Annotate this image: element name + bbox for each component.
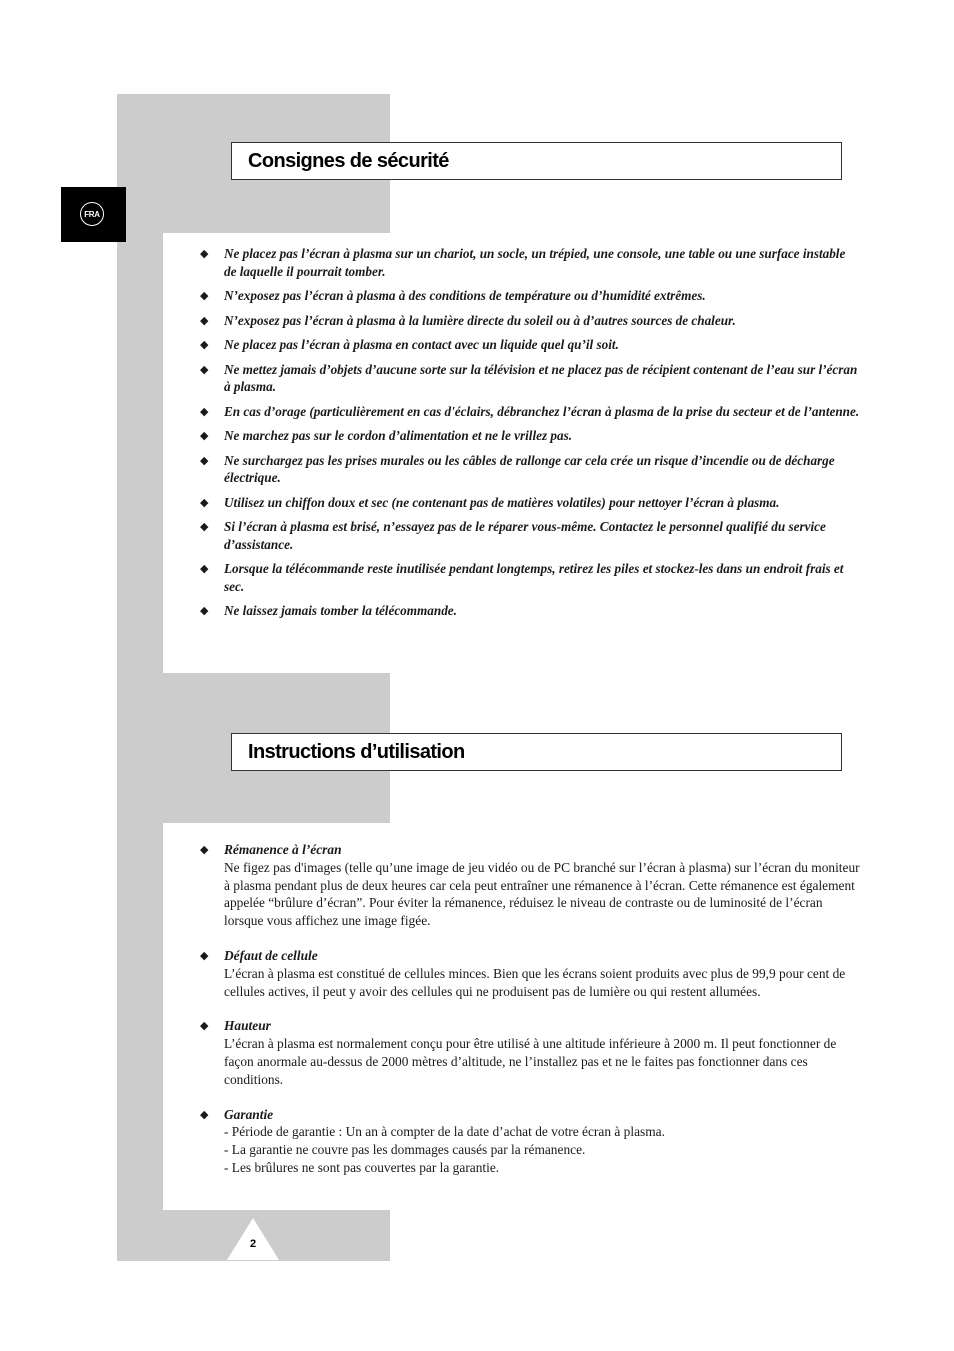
list-item-text: Ne figez pas d'images (telle qu’une image de jeu vidéo ou de PC branché sur l’écran à plasma) sur l’écran du moniteur à plasma pendant plus de deux heures car cela peut entraîner une rémanence à l’écran. Cette rémanence est également appelée “brûlure d’écran”. Pour éviter la rémanence, réduisez le niveau de contraste ou de luminosité de l’écran lorsque vous affichez une image figée. (224, 859, 860, 929)
diamond-bullet-icon: ◆ (200, 948, 209, 962)
list-item (200, 287, 860, 305)
list-item (200, 427, 860, 445)
warranty-line: - La garantie ne couvre pas les dommages causés par la rémanence. (224, 1142, 586, 1158)
list-item-text: N’exposez pas l’écran à plasma à des conditions de température ou d’humidité extrêmes. (224, 288, 706, 303)
list-item-text: Si l’écran à plasma est brisé, n’essayez pas de le réparer vous-même. Contactez le personnel qualifié du service d’assistance. (224, 519, 826, 552)
diamond-bullet-icon: ◆ (200, 495, 209, 509)
list-item (200, 403, 860, 421)
diamond-bullet-icon: ◆ (200, 404, 209, 418)
diamond-bullet-icon: ◆ (200, 313, 209, 327)
page-number-marker (227, 1218, 279, 1260)
list-item (200, 494, 860, 512)
diamond-bullet-icon: ◆ (200, 247, 209, 260)
list-item (200, 1017, 860, 1088)
list-item-title: Garantie (224, 1106, 274, 1122)
list-item-text: Utilisez un chiffon doux et sec (ne contenant pas de matières volatiles) pour nettoyer l’écran à plasma. (224, 494, 780, 510)
list-item-text: Ne laissez jamais tomber la télécommande. (224, 603, 457, 618)
list-item (200, 361, 860, 396)
list-item-text: En cas d’orage (particulièrement en cas d'éclairs, débranchez l’écran à plasma de la prise du secteur et de l’antenne. (224, 403, 860, 419)
list-item (200, 602, 860, 620)
safety-section-title: Consignes de sécurité (231, 142, 842, 180)
list-item-title: Défaut de cellule (224, 947, 318, 963)
list-item-title: Rémanence à l’écran (224, 842, 342, 857)
list-item-text: Ne placez pas l’écran à plasma sur un chariot, un socle, un trépied, une console, une table ou une surface instable de laquelle il pourrait tomber. (224, 246, 846, 279)
list-item (200, 336, 860, 354)
list-item-text: Ne mettez jamais d’objets d’aucune sorte sur la télévision et ne placez pas de récipient contenant de l’eau sur l’écran à plasma. (224, 361, 858, 394)
diamond-bullet-icon: ◆ (200, 562, 209, 575)
diamond-bullet-icon: ◆ (200, 604, 209, 617)
language-badge: FRA (80, 202, 104, 226)
page-number: 2 (249, 1238, 257, 1250)
warranty-line: - Période de garantie : Un an à compter de la date d’achat de votre écran à plasma. (224, 1124, 665, 1140)
diamond-bullet-icon: ◆ (200, 520, 209, 533)
diamond-bullet-icon: ◆ (200, 1019, 209, 1033)
list-item-text: Ne surchargez pas les prises murales ou les câbles de rallonge car cela crée un risque d’incendie ou de décharge électrique. (224, 452, 835, 485)
usage-section-title: Instructions d’utilisation (231, 733, 842, 771)
list-item-text: Lorsque la télécommande reste inutilisée pendant longtemps, retirez les piles et stockez-les dans un endroit frais et sec. (224, 561, 844, 594)
diamond-bullet-icon: ◆ (200, 338, 209, 351)
list-item (200, 452, 860, 487)
diamond-bullet-icon: ◆ (200, 843, 209, 856)
list-item (200, 560, 860, 595)
list-item (200, 245, 860, 280)
list-item-title: Hauteur (224, 1018, 271, 1034)
list-item (200, 947, 860, 1000)
list-item-text: L’écran à plasma est constitué de cellules minces. Bien que les écrans soient produits avec plus de 99,9 pour cent de cellules actives, il peut y avoir des cellules qui ne produisent pas de lumière ou qui restent allumées. (224, 965, 846, 999)
list-item (200, 518, 860, 553)
list-item (200, 1106, 860, 1177)
diamond-bullet-icon: ◆ (200, 362, 209, 376)
diamond-bullet-icon: ◆ (200, 429, 209, 442)
list-item-text: N’exposez pas l’écran à plasma à la lumière directe du soleil ou à d’autres sources de chaleur. (224, 312, 736, 328)
diamond-bullet-icon: ◆ (200, 1107, 209, 1121)
safety-list (200, 245, 860, 627)
language-tab (61, 187, 126, 242)
list-item (200, 312, 860, 330)
diamond-bullet-icon: ◆ (200, 453, 209, 467)
list-item-text: L’écran à plasma est normalement conçu pour être utilisé à une altitude inférieure à 2000 m. Il peut fonctionner de façon anormale au-dessus de 2000 mètres d’altitude, ne l’installez pas et ne le faites pas fonctionner dans ces conditions. (224, 1036, 837, 1087)
list-item-text: Ne marchez pas sur le cordon d’alimentation et ne le vrillez pas. (224, 428, 573, 443)
diamond-bullet-icon: ◆ (200, 289, 209, 302)
warranty-line: - Les brûlures ne sont pas couvertes par la garantie. (224, 1159, 500, 1175)
list-item-text: Ne placez pas l’écran à plasma en contact avec un liquide quel qu’il soit. (224, 337, 619, 352)
list-item (200, 841, 860, 930)
usage-list (200, 841, 860, 1194)
